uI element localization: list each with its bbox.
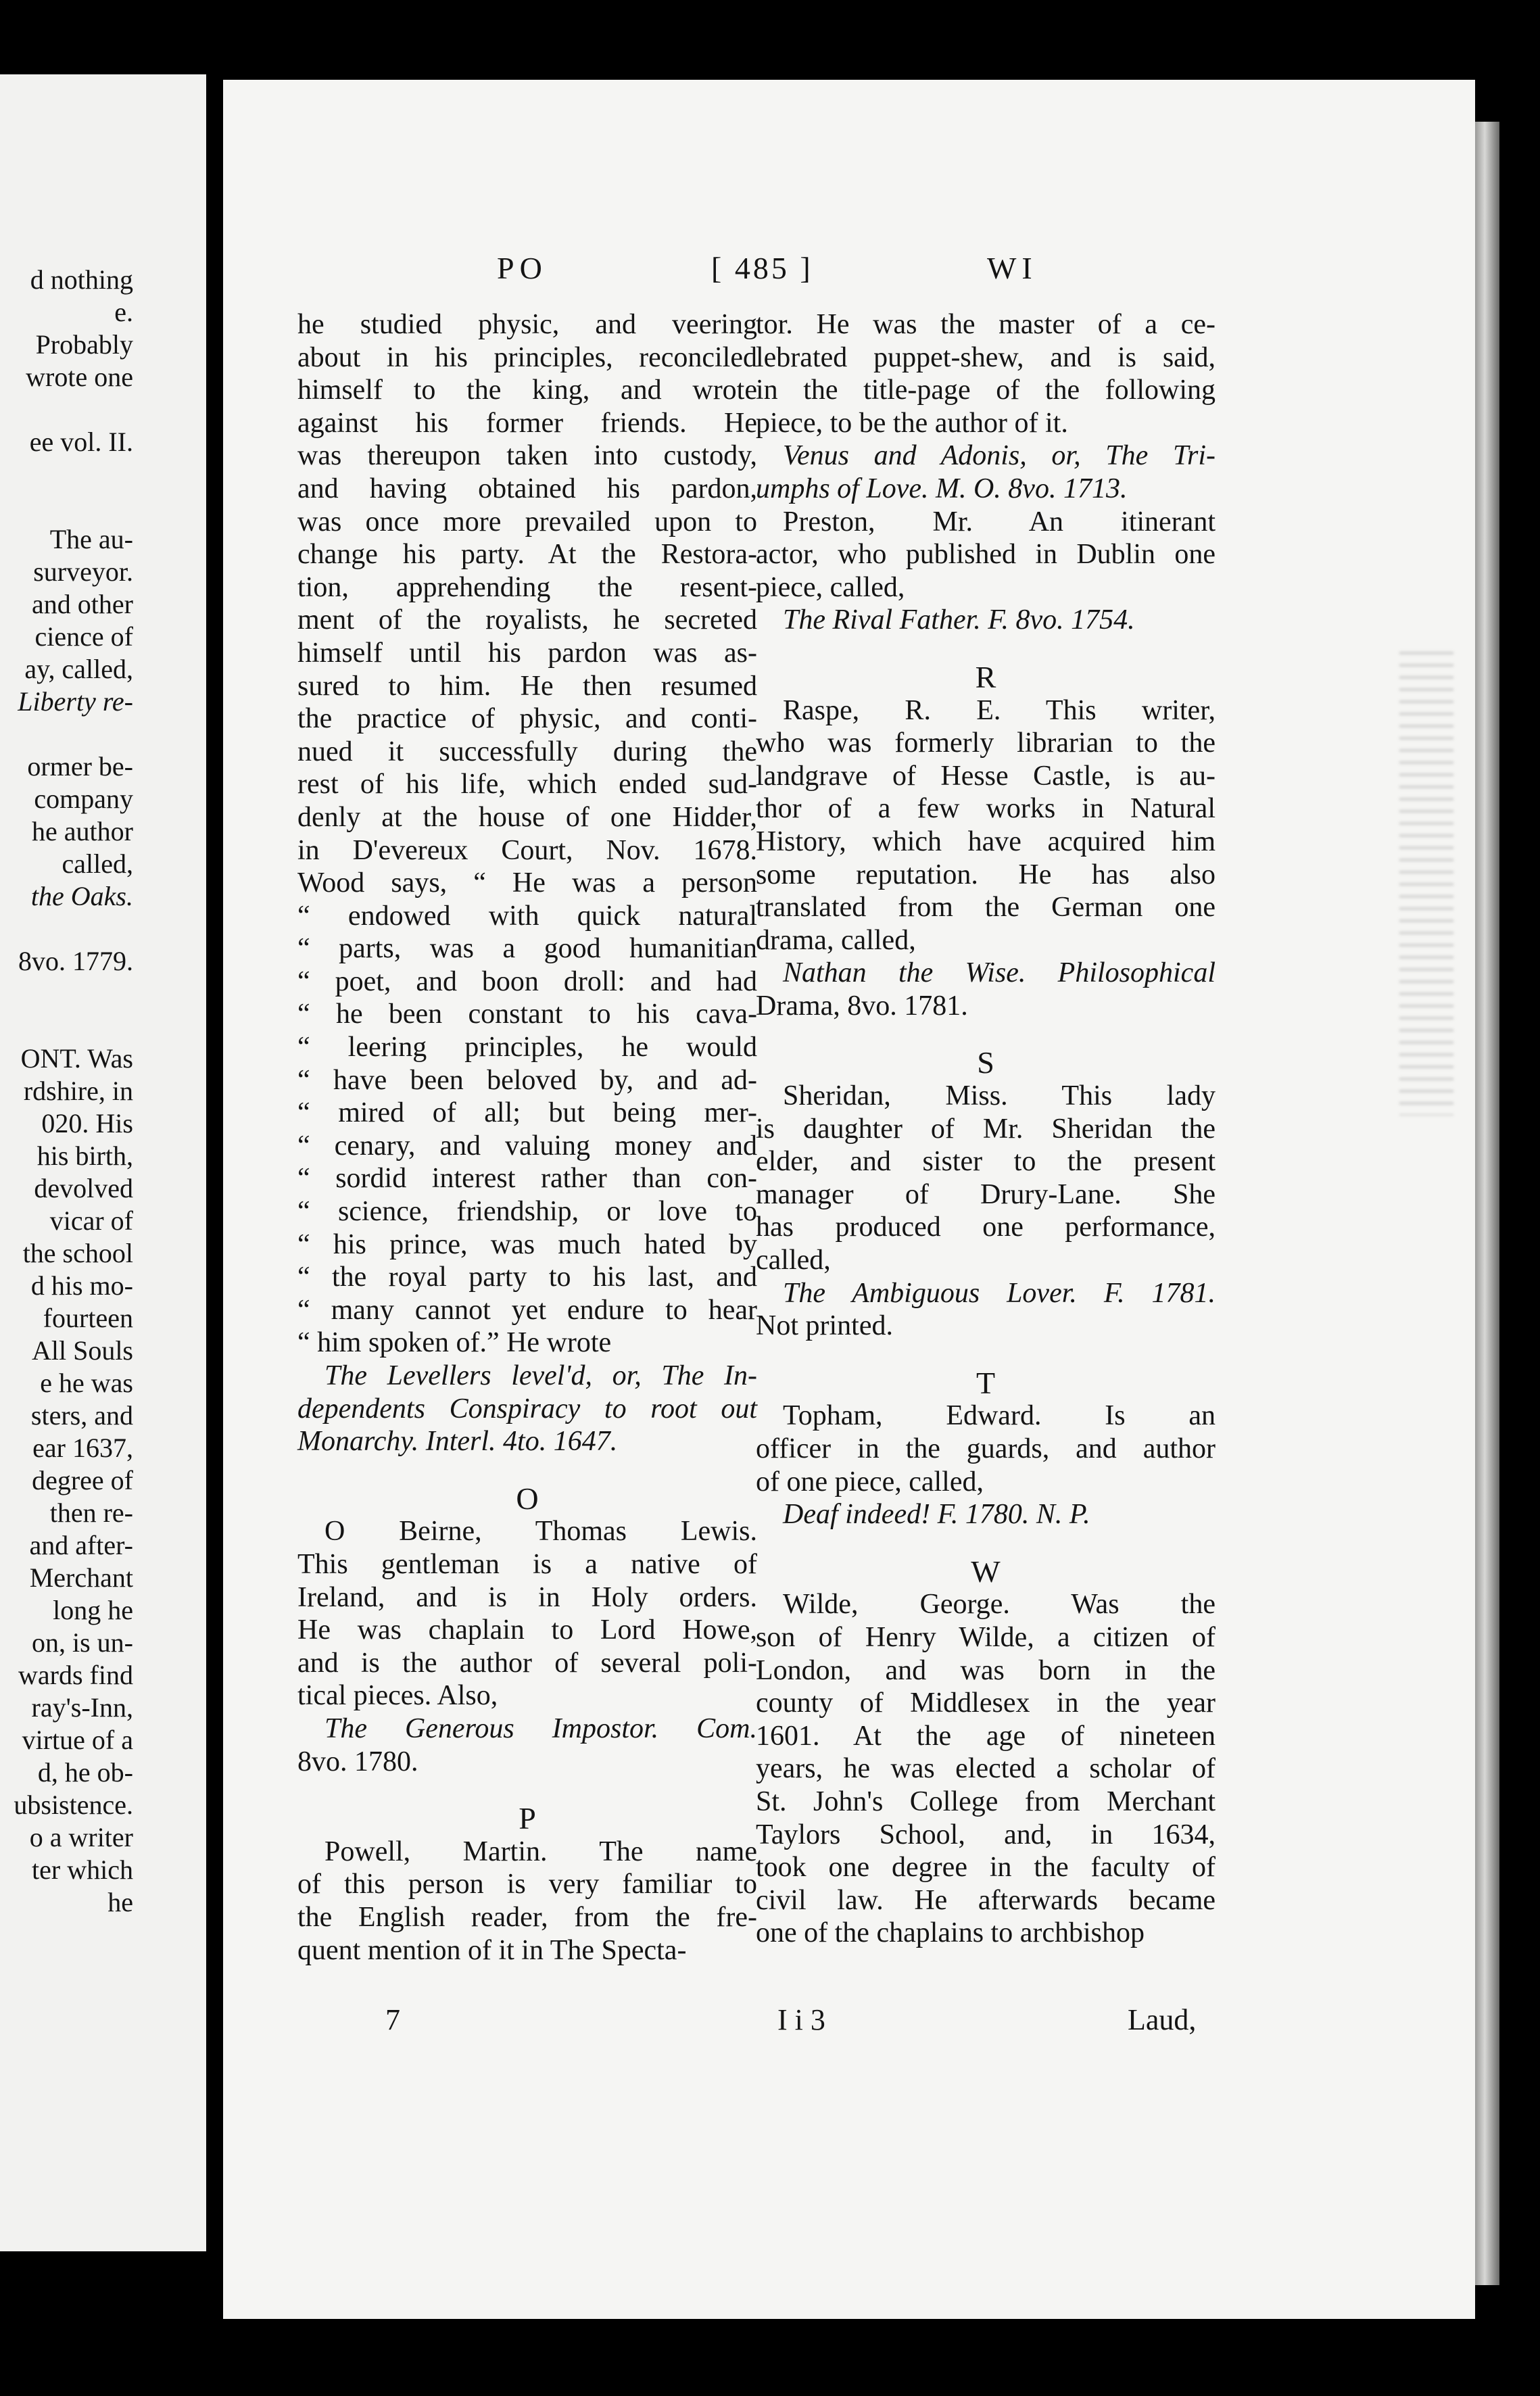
text-line: History, which have acquired him xyxy=(756,825,1216,857)
text-line: Sheridan, Miss. This lady xyxy=(783,1080,1216,1112)
text-line: Not printed. xyxy=(756,1310,893,1342)
section-letter: R xyxy=(975,659,996,694)
fragment-line: ee vol. II. xyxy=(29,427,133,457)
page-number: [ 485 ] xyxy=(711,251,813,285)
text-line: piece, to be the author of it. xyxy=(756,407,1068,439)
fragment-line: ONT. Was xyxy=(20,1043,133,1074)
text-line: about in his principles, reconciled xyxy=(297,341,757,373)
fragment-line xyxy=(0,718,133,750)
fragment-line: company xyxy=(34,784,133,814)
text-line: Topham, Edward. Is an xyxy=(783,1400,1216,1432)
text-line: “ sordid interest rather than con- xyxy=(297,1163,757,1195)
section-letter: S xyxy=(977,1045,994,1080)
text-line: and is the author of several poli- xyxy=(297,1647,757,1679)
fragment-line: ter which xyxy=(32,1854,133,1885)
fragment-line: degree of xyxy=(32,1465,133,1495)
text-line: The Generous Impostor. Com. xyxy=(324,1712,757,1744)
text-line: The Levellers level'd, or, The In- xyxy=(324,1360,757,1391)
text-line: was thereupon taken into custody, xyxy=(297,440,757,472)
text-line: “ the royal party to his last, and xyxy=(297,1262,757,1293)
text-line xyxy=(756,1022,1216,1047)
text-line: some reputation. He has also xyxy=(756,859,1216,890)
signature-mark-left: 7 xyxy=(385,2003,400,2036)
text-line: son of Henry Wilde, a citizen of xyxy=(756,1621,1216,1653)
text-line: 1601. At the age of nineteen xyxy=(756,1720,1216,1752)
fragment-line xyxy=(0,491,133,523)
text-line: was once more prevailed upon to xyxy=(297,506,757,537)
text-line: “ poet, and boon droll: and had xyxy=(297,965,757,997)
catchword: Laud, xyxy=(1128,2003,1197,2036)
fragment-line: called, xyxy=(62,848,133,879)
text-line: translated from the German one xyxy=(756,892,1216,924)
text-line: took one degree in the faculty of xyxy=(756,1852,1216,1884)
text-line: himself until his pardon was as- xyxy=(297,637,757,669)
signature-mark: I i 3 xyxy=(777,2003,825,2036)
text-line: in the title-page of the following xyxy=(756,375,1216,406)
text-line: nued it successfully during the xyxy=(297,736,757,767)
text-line: one of the chaplains to archbishop xyxy=(756,1917,1145,1949)
text-line xyxy=(297,1778,757,1802)
text-line: Preston, Mr. An itinerant xyxy=(783,506,1216,537)
text-line xyxy=(756,637,1216,661)
fragment-line: the Oaks. xyxy=(30,881,133,911)
text-line: is daughter of Mr. Sheridan the xyxy=(756,1113,1216,1145)
fragment-line: vicar of xyxy=(49,1205,133,1236)
text-line: “ cenary, and valuing money and xyxy=(297,1130,757,1161)
text-line: civil law. He afterwards became xyxy=(756,1884,1216,1916)
text-line: “ parts, was a good humanitian xyxy=(297,933,757,965)
fragment-line: surveyor. xyxy=(33,556,133,587)
text-line: “ his prince, was much hated by xyxy=(297,1228,757,1260)
fragment-line: and other xyxy=(32,589,133,619)
text-line: officer in the guards, and author xyxy=(756,1433,1216,1464)
text-line: “ he been constant to his cava- xyxy=(297,999,757,1030)
text-line: denly at the house of one Hidder, xyxy=(297,801,757,833)
text-line: dependents Conspiracy to root out xyxy=(297,1393,757,1424)
running-head-left: PO xyxy=(497,251,548,285)
bleed-through-stain xyxy=(1399,642,1453,1116)
text-line: in D'evereux Court, Nov. 1678. xyxy=(297,834,757,866)
text-line: county of Middlesex in the year xyxy=(756,1687,1216,1719)
text-line: tical pieces. Also, xyxy=(297,1680,498,1712)
text-line: called, xyxy=(756,1245,831,1276)
fragment-line: ear 1637, xyxy=(32,1433,133,1463)
text-line: Nathan the Wise. Philosophical xyxy=(783,957,1216,989)
facing-left-page-fragment xyxy=(0,74,206,2251)
text-line: manager of Drury-Lane. She xyxy=(756,1178,1216,1210)
fragment-line: ubsistence. xyxy=(14,1790,133,1820)
text-line: “ endowed with quick natural xyxy=(297,900,757,932)
fragment-line xyxy=(0,458,133,491)
text-line: St. John's College from Merchant xyxy=(756,1786,1216,1817)
text-line: thor of a few works in Natural xyxy=(756,793,1216,825)
left-page-text-fragment xyxy=(0,264,133,1919)
fragment-line: Probably xyxy=(35,329,133,360)
text-line: rest of his life, which ended sud- xyxy=(297,769,757,800)
fragment-line: wards find xyxy=(18,1660,133,1690)
fragment-line xyxy=(0,978,133,1010)
text-line: actor, who published in Dublin one xyxy=(756,539,1216,571)
fragment-line: sters, and xyxy=(30,1400,133,1431)
text-line: has produced one performance, xyxy=(756,1212,1216,1243)
text-line: change his party. At the Restora- xyxy=(297,539,757,571)
text-line: who was formerly librarian to the xyxy=(756,727,1216,759)
text-line: The Ambiguous Lover. F. 1781. xyxy=(783,1277,1216,1309)
text-line: O Beirne, Thomas Lewis. xyxy=(324,1516,757,1548)
text-line: The Rival Father. F. 8vo. 1754. xyxy=(783,604,1135,636)
text-line: Venus and Adonis, or, The Tri- xyxy=(783,440,1216,472)
fragment-line: he author xyxy=(32,816,133,846)
fragment-line: on, is un- xyxy=(32,1627,133,1658)
fragment-line: e he was xyxy=(40,1368,133,1398)
fragment-line: ormer be- xyxy=(27,751,133,782)
fragment-line: d nothing xyxy=(30,264,133,295)
text-line: He was chaplain to Lord Howe, xyxy=(297,1614,757,1646)
fragment-line: devolved xyxy=(34,1173,133,1203)
fragment-line: All Souls xyxy=(31,1335,133,1366)
text-line: Ireland, and is in Holy orders. xyxy=(297,1581,757,1613)
text-line: against his former friends. He xyxy=(297,407,757,439)
text-line: he studied physic, and veering xyxy=(297,309,757,340)
fragment-line xyxy=(0,393,133,426)
text-line: tion, apprehending the resent- xyxy=(297,571,757,603)
page-edge xyxy=(1475,122,1499,2285)
fragment-line: cience of xyxy=(34,621,133,652)
text-line: lebrated puppet-shew, and is said, xyxy=(756,341,1216,373)
text-line xyxy=(756,1531,1216,1556)
text-line: Monarchy. Interl. 4to. 1647. xyxy=(297,1426,618,1458)
fragment-line xyxy=(0,913,133,945)
fragment-line: o a writer xyxy=(29,1822,133,1852)
section-letter: O xyxy=(516,1481,539,1516)
text-column-left xyxy=(297,308,757,1967)
fragment-line: and after- xyxy=(29,1530,133,1560)
text-line: drama, called, xyxy=(756,924,916,956)
fragment-line: d his mo- xyxy=(30,1270,133,1301)
fragment-line: his birth, xyxy=(37,1141,133,1171)
fragment-line: long he xyxy=(53,1595,133,1625)
fragment-line: 8vo. 1779. xyxy=(18,946,133,976)
text-line: landgrave of Hesse Castle, is au- xyxy=(756,760,1216,792)
fragment-line: then re- xyxy=(49,1498,133,1528)
text-line: London, and was born in the xyxy=(756,1654,1216,1686)
text-line: Wood says, “ He was a person xyxy=(297,867,757,899)
fragment-line: ay, called, xyxy=(24,654,133,684)
fragment-line: the school xyxy=(22,1238,133,1268)
text-line: piece, called, xyxy=(756,571,905,603)
fragment-line: rdshire, in xyxy=(23,1076,133,1106)
fragment-line: Merchant xyxy=(29,1562,133,1593)
section-letter: W xyxy=(971,1554,1001,1589)
text-line: quent mention of it in The Specta- xyxy=(297,1934,687,1966)
text-column-right xyxy=(756,308,1216,1950)
text-line: and having obtained his pardon, xyxy=(297,473,757,504)
text-line: “ science, friendship, or love to xyxy=(297,1196,757,1228)
text-line: Raspe, R. E. This writer, xyxy=(783,694,1216,726)
fragment-line: wrote one xyxy=(26,362,133,392)
text-line: 8vo. 1780. xyxy=(297,1746,418,1777)
text-line: tor. He was the master of a ce- xyxy=(756,309,1216,340)
fragment-line: he xyxy=(107,1887,133,1917)
text-line xyxy=(297,1458,757,1483)
text-line: “ have been beloved by, and ad- xyxy=(297,1064,757,1096)
text-line: elder, and sister to the present xyxy=(756,1146,1216,1178)
text-line: the practice of physic, and conti- xyxy=(297,703,757,735)
fragment-line: The au- xyxy=(49,524,133,554)
text-line: of this person is very familiar to xyxy=(297,1869,757,1900)
text-line: Taylors School, and, in 1634, xyxy=(756,1819,1216,1850)
text-line: Powell, Martin. The name xyxy=(324,1836,757,1867)
text-line: umphs of Love. M. O. 8vo. 1713. xyxy=(756,473,1128,504)
fragment-line: Liberty re- xyxy=(18,686,133,717)
text-line: “ mired of all; but being mer- xyxy=(297,1097,757,1129)
text-line: “ leering principles, he would xyxy=(297,1032,757,1063)
text-line: Wilde, George. Was the xyxy=(783,1589,1216,1621)
text-line: the English reader, from the fre- xyxy=(297,1901,757,1933)
text-line: ment of the royalists, he secreted xyxy=(297,604,757,636)
text-line: sured to him. He then resumed xyxy=(297,670,757,702)
text-line: of one piece, called, xyxy=(756,1466,984,1498)
text-line xyxy=(756,1343,1216,1367)
text-line: This gentleman is a native of xyxy=(297,1548,757,1580)
fragment-line: d, he ob- xyxy=(37,1757,133,1788)
text-line: years, he was elected a scholar of xyxy=(756,1753,1216,1785)
running-head-right: WI xyxy=(987,251,1038,285)
fragment-line: ray's-Inn, xyxy=(31,1692,133,1723)
text-line: himself to the king, and wrote xyxy=(297,375,757,406)
text-line: Deaf indeed! F. 1780. N. P. xyxy=(783,1499,1090,1531)
fragment-line: virtue of a xyxy=(22,1725,133,1755)
section-letter: P xyxy=(519,1801,536,1836)
text-line: Drama, 8vo. 1781. xyxy=(756,990,968,1022)
fragment-line: e. xyxy=(114,297,133,327)
fragment-line: 020. His xyxy=(41,1108,133,1139)
section-letter: T xyxy=(976,1365,996,1400)
fragment-line xyxy=(0,1010,133,1043)
text-line: “ him spoken of.” He wrote xyxy=(297,1327,612,1359)
fragment-line: fourteen xyxy=(43,1303,133,1333)
text-line: “ many cannot yet endure to hear xyxy=(297,1294,757,1326)
